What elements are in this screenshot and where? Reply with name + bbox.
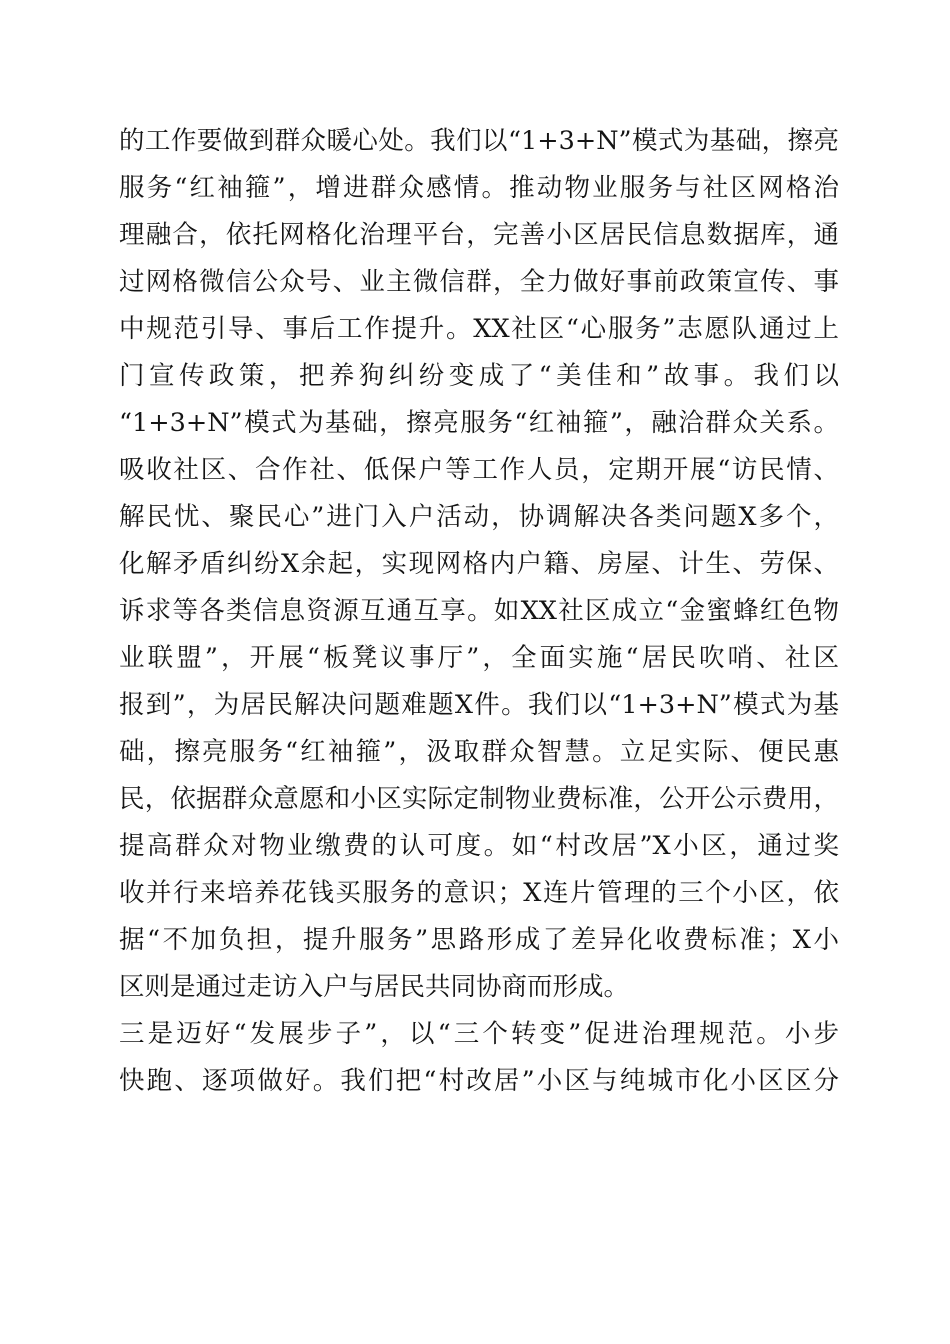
text-line: 据“不加负担，提升服务”思路形成了差异化收费标准；X小 bbox=[119, 925, 839, 955]
text-line: 收并行来培养花钱买服务的意识；X连片管理的三个小区，依 bbox=[119, 878, 839, 908]
text-line: “1+3+N”模式为基础，擦亮服务“红袖箍”，融洽群众关系。 bbox=[119, 408, 839, 438]
text-line: 业联盟”，开展“板凳议事厅”，全面实施“居民吹哨、社区 bbox=[119, 643, 839, 673]
text-line: 理融合，依托网格化治理平台，完善小区居民信息数据库，通 bbox=[119, 220, 839, 250]
text-line: 吸收社区、合作社、低保户等工作人员，定期开展“访民情、 bbox=[119, 455, 839, 485]
text-line: 中规范引导、事后工作提升。XX社区“心服务”志愿队通过上 bbox=[119, 314, 839, 344]
text-line: 过网格微信公众号、业主微信群，全力做好事前政策宣传、事 bbox=[119, 267, 839, 297]
text-line: 三是迈好“发展步子”，以“三个转变”促进治理规范。小步 bbox=[119, 1019, 839, 1049]
text-line: 化解矛盾纠纷X余起，实现网格内户籍、房屋、计生、劳保、 bbox=[119, 549, 839, 579]
text-line: 提高群众对物业缴费的认可度。如“村改居”X小区，通过奖 bbox=[119, 831, 839, 861]
text-line: 区则是通过走访入户与居民共同协商而形成。 bbox=[119, 972, 630, 1002]
text-line: 诉求等各类信息资源互通互享。如XX社区成立“金蜜蜂红色物 bbox=[119, 596, 839, 626]
text-line: 础，擦亮服务“红袖箍”，汲取群众智慧。立足实际、便民惠 bbox=[119, 737, 839, 767]
text-line: 服务“红袖箍”，增进群众感情。推动物业服务与社区网格治 bbox=[119, 173, 839, 203]
text-line: 报到”，为居民解决问题难题X件。我们以“1+3+N”模式为基 bbox=[119, 690, 839, 720]
text-line: 快跑、逐项做好。我们把“村改居”小区与纯城市化小区区分 bbox=[119, 1066, 839, 1096]
body-text bbox=[119, 118, 839, 1105]
text-line: 民，依据群众意愿和小区实际定制物业费标准，公开公示费用， bbox=[119, 784, 839, 814]
text-line: 解民忧、聚民心”进门入户活动，协调解决各类问题X多个， bbox=[119, 502, 839, 532]
text-line: 的工作要做到群众暖心处。我们以“1+3+N”模式为基础，擦亮 bbox=[119, 126, 839, 156]
text-line: 门宣传政策，把养狗纠纷变成了“美佳和”故事。我们以 bbox=[119, 361, 839, 391]
